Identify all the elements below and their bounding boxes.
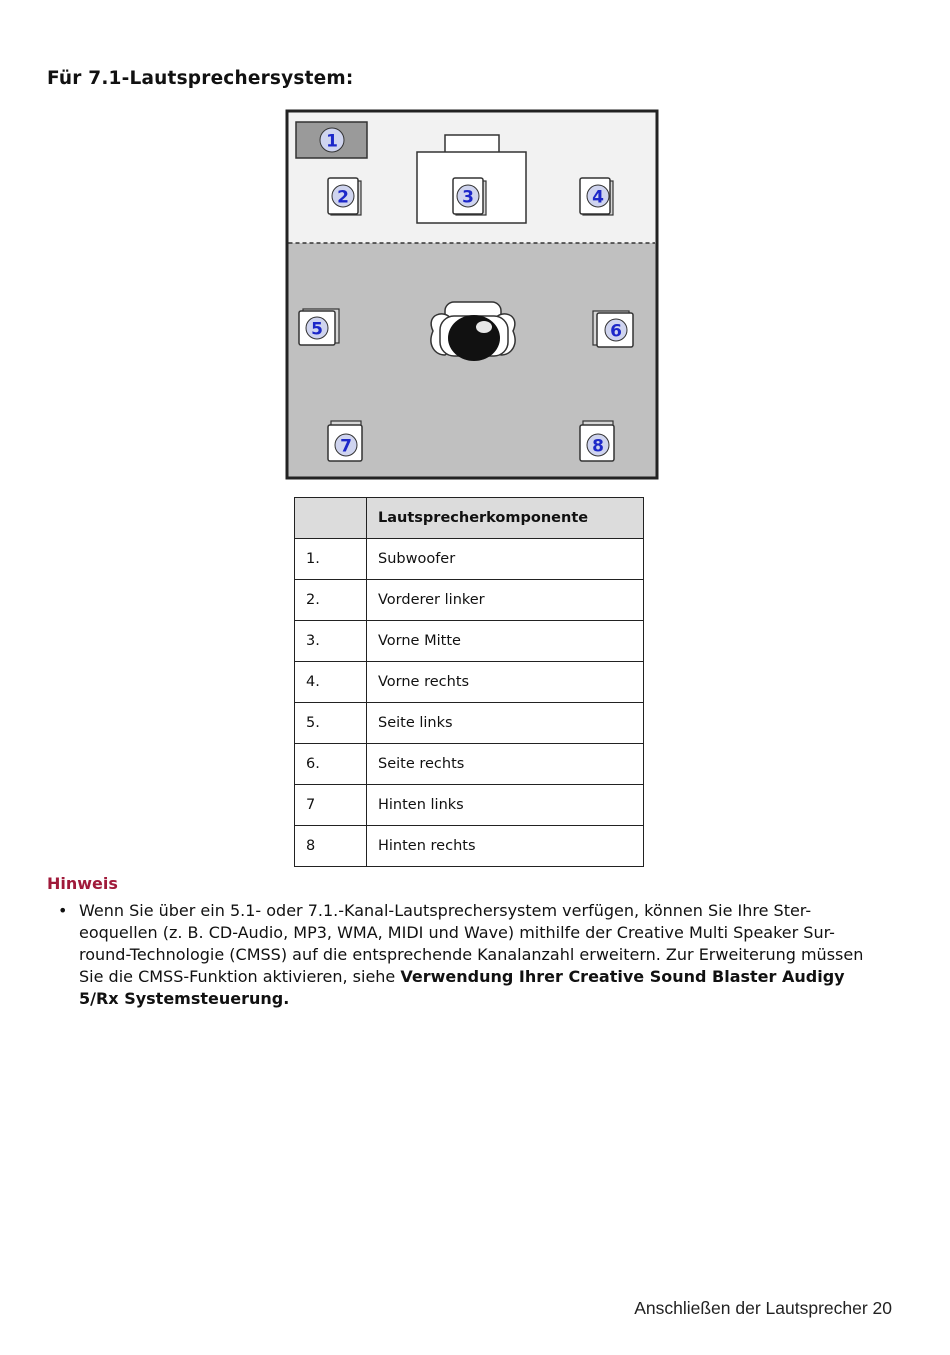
bullet-icon: • — [58, 901, 68, 920]
table-cell-component: Seite links — [367, 703, 644, 744]
speaker-label-2: 2 — [337, 187, 349, 208]
note-text-line-1: Wenn Sie über ein 5.1- oder 7.1.-Kanal-Lautsprechersystem verfügen, können Sie Ihre Ster- — [79, 901, 812, 920]
table-cell-component: Vorderer linker — [367, 580, 644, 621]
note-link-text: Verwendung Ihrer Creative Sound Blaster Audigy — [400, 967, 845, 986]
table-cell-number: 3. — [295, 621, 367, 662]
note-text-line-2: eoquellen (z. B. CD-Audio, MP3, WMA, MIDI und Wave) mithilfe der Creative Multi Speaker Sur- — [79, 923, 835, 942]
table-row — [295, 785, 644, 826]
speaker-label-8: 8 — [592, 436, 604, 457]
note-text-line-3: round-Technologie (CMSS) auf die entsprechende Kanalanzahl erweitern. Zur Erweiterung müssen — [79, 945, 864, 964]
table-row — [295, 744, 644, 785]
table-header-row — [295, 498, 644, 539]
speaker-label-5: 5 — [311, 319, 323, 340]
speaker-2 — [328, 178, 361, 215]
table-row — [295, 826, 644, 867]
table-cell-number: 5. — [295, 703, 367, 744]
table-row — [295, 703, 644, 744]
table-cell-number: 4. — [295, 662, 367, 703]
table-cell-component: Hinten rechts — [367, 826, 644, 867]
note-title: Hinweis — [47, 874, 118, 893]
speaker-6 — [593, 311, 633, 347]
table-row — [295, 539, 644, 580]
table-row — [295, 662, 644, 703]
table-cell-component: Vorne rechts — [367, 662, 644, 703]
speaker-label-3: 3 — [462, 187, 474, 208]
speaker-8 — [580, 421, 614, 461]
table-cell-number: 2. — [295, 580, 367, 621]
table-cell-component: Hinten links — [367, 785, 644, 826]
note-item — [58, 900, 888, 1010]
table-cell-number: 7 — [295, 785, 367, 826]
speaker-1 — [296, 122, 367, 158]
table-row — [295, 621, 644, 662]
table-cell-number: 6. — [295, 744, 367, 785]
table-cell-number: 8 — [295, 826, 367, 867]
speaker-5 — [299, 309, 339, 345]
speaker-layout-diagram — [285, 109, 659, 480]
speaker-label-4: 4 — [592, 187, 604, 208]
table-cell-number: 1. — [295, 539, 367, 580]
table-cell-component: Vorne Mitte — [367, 621, 644, 662]
speaker-component-table — [294, 497, 644, 867]
note-list — [58, 900, 888, 1010]
speaker-label-1: 1 — [326, 131, 338, 152]
speaker-3 — [453, 178, 486, 215]
table-row — [295, 580, 644, 621]
speaker-label-6: 6 — [610, 321, 622, 342]
table-cell-component: Subwoofer — [367, 539, 644, 580]
page-heading: Für 7.1-Lautsprechersystem: — [47, 68, 354, 89]
speaker-label-7: 7 — [340, 436, 352, 457]
speaker-7 — [328, 421, 362, 461]
note-text-line-4: Sie die CMSS-Funktion aktivieren, siehe — [79, 967, 401, 986]
table-cell-component: Seite rechts — [367, 744, 644, 785]
table-header-component: Lautsprecherkomponente — [367, 498, 644, 539]
page-footer: Anschließen der Lautsprecher 20 — [634, 1298, 892, 1318]
speaker-4 — [580, 178, 613, 215]
note-link-text-continued: 5/Rx Systemsteuerung. — [79, 989, 290, 1008]
table-header-number — [295, 498, 367, 539]
